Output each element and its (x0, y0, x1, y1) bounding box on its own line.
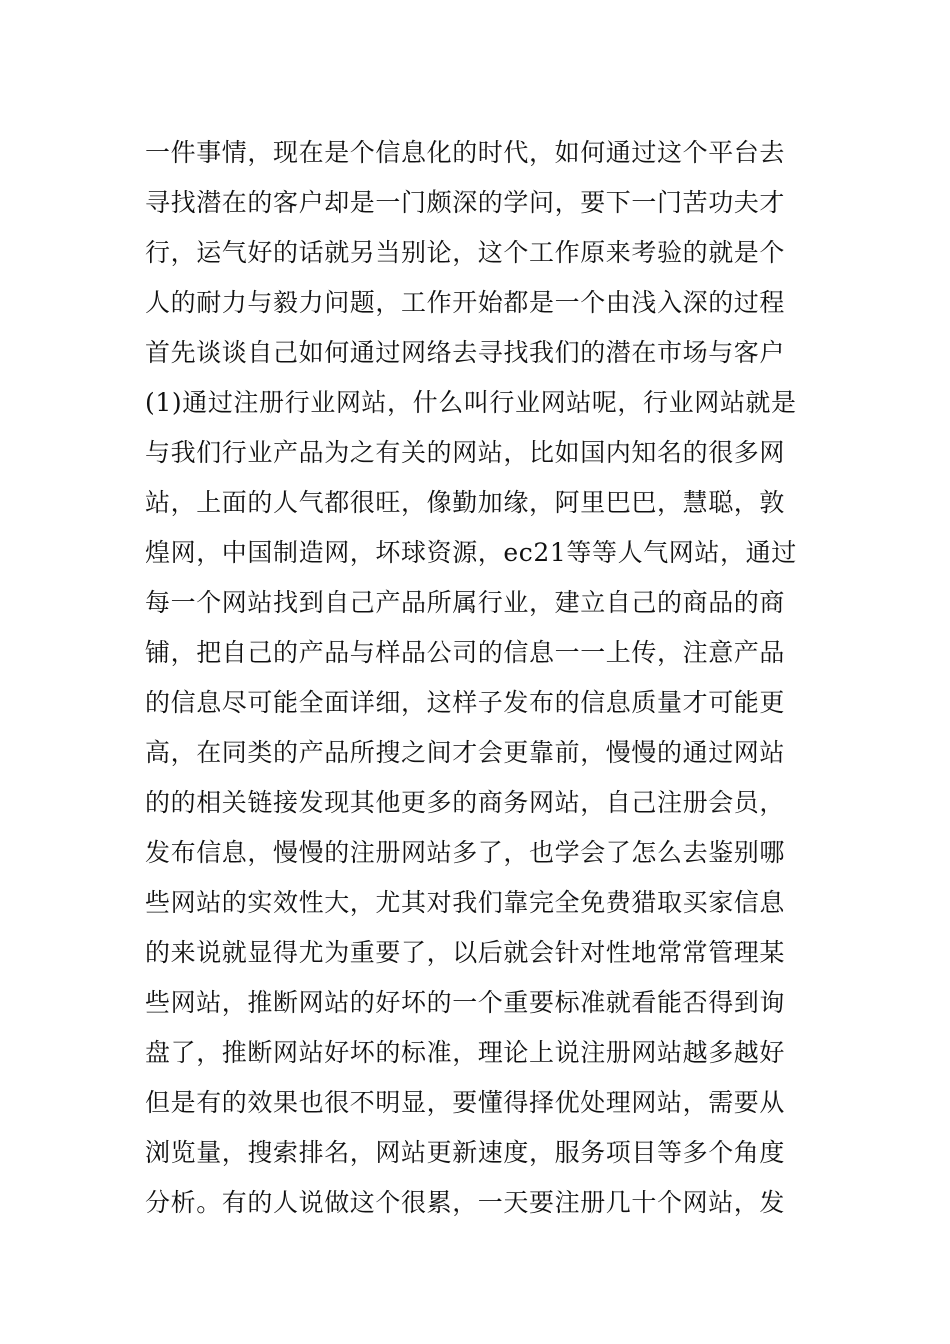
text-line: 首先谈谈自己如何通过网络去寻找我们的潜在市场与客户 (145, 338, 786, 367)
text-line: 站，上面的人气都很旺，像勤加缘，阿里巴巴，慧聪，敦 (145, 488, 786, 517)
text-line: 发布信息，慢慢的注册网站多了，也学会了怎么去鉴别哪 (145, 838, 786, 867)
text-line: 人的耐力与毅力问题，工作开始都是一个由浅入深的过程 (145, 288, 786, 317)
body-text (145, 128, 810, 1228)
text-line: 的来说就显得尤为重要了，以后就会针对性地常常管理某 (145, 938, 786, 967)
text-line: 的信息尽可能全面详细，这样子发布的信息质量才可能更 (145, 688, 786, 717)
text-line: 些网站，推断网站的好坏的一个重要标准就看能否得到询 (145, 988, 786, 1017)
text-line: 些网站的实效性大，尤其对我们靠完全免费猎取买家信息 (145, 888, 786, 917)
text-line: 高，在同类的产品所搜之间才会更靠前，慢慢的通过网站 (145, 738, 786, 767)
text-line: 浏览量，搜索排名，网站更新速度，服务项目等多个角度 (145, 1138, 786, 1167)
text-line: 分析。有的人说做这个很累，一天要注册几十个网站，发 (145, 1188, 786, 1217)
text-line: 行，运气好的话就另当别论，这个工作原来考验的就是个 (145, 238, 786, 267)
text-line: 每一个网站找到自己产品所属行业，建立自己的商品的商 (145, 588, 786, 617)
text-line: 煌网，中国制造网，坏球资源，ec21等等人气网站，通过 (145, 538, 797, 567)
text-line: 与我们行业产品为之有关的网站，比如国内知名的很多网 (145, 438, 786, 467)
text-line: (1)通过注册行业网站，什么叫行业网站呢，行业网站就是 (145, 388, 797, 417)
text-line: 的的相关链接发现其他更多的商务网站，自己注册会员， (145, 788, 786, 817)
text-line: 铺，把自己的产品与样品公司的信息一一上传，注意产品 (145, 638, 786, 667)
text-line: 盘了，推断网站好坏的标准，理论上说注册网站越多越好 (145, 1038, 786, 1067)
text-line: 寻找潜在的客户却是一门颇深的学问，要下一门苦功夫才 (145, 188, 786, 217)
text-line: 一件事情，现在是个信息化的时代，如何通过这个平台去 (145, 138, 786, 167)
text-line: 但是有的效果也很不明显，要懂得择优处理网站，需要从 (145, 1088, 786, 1117)
